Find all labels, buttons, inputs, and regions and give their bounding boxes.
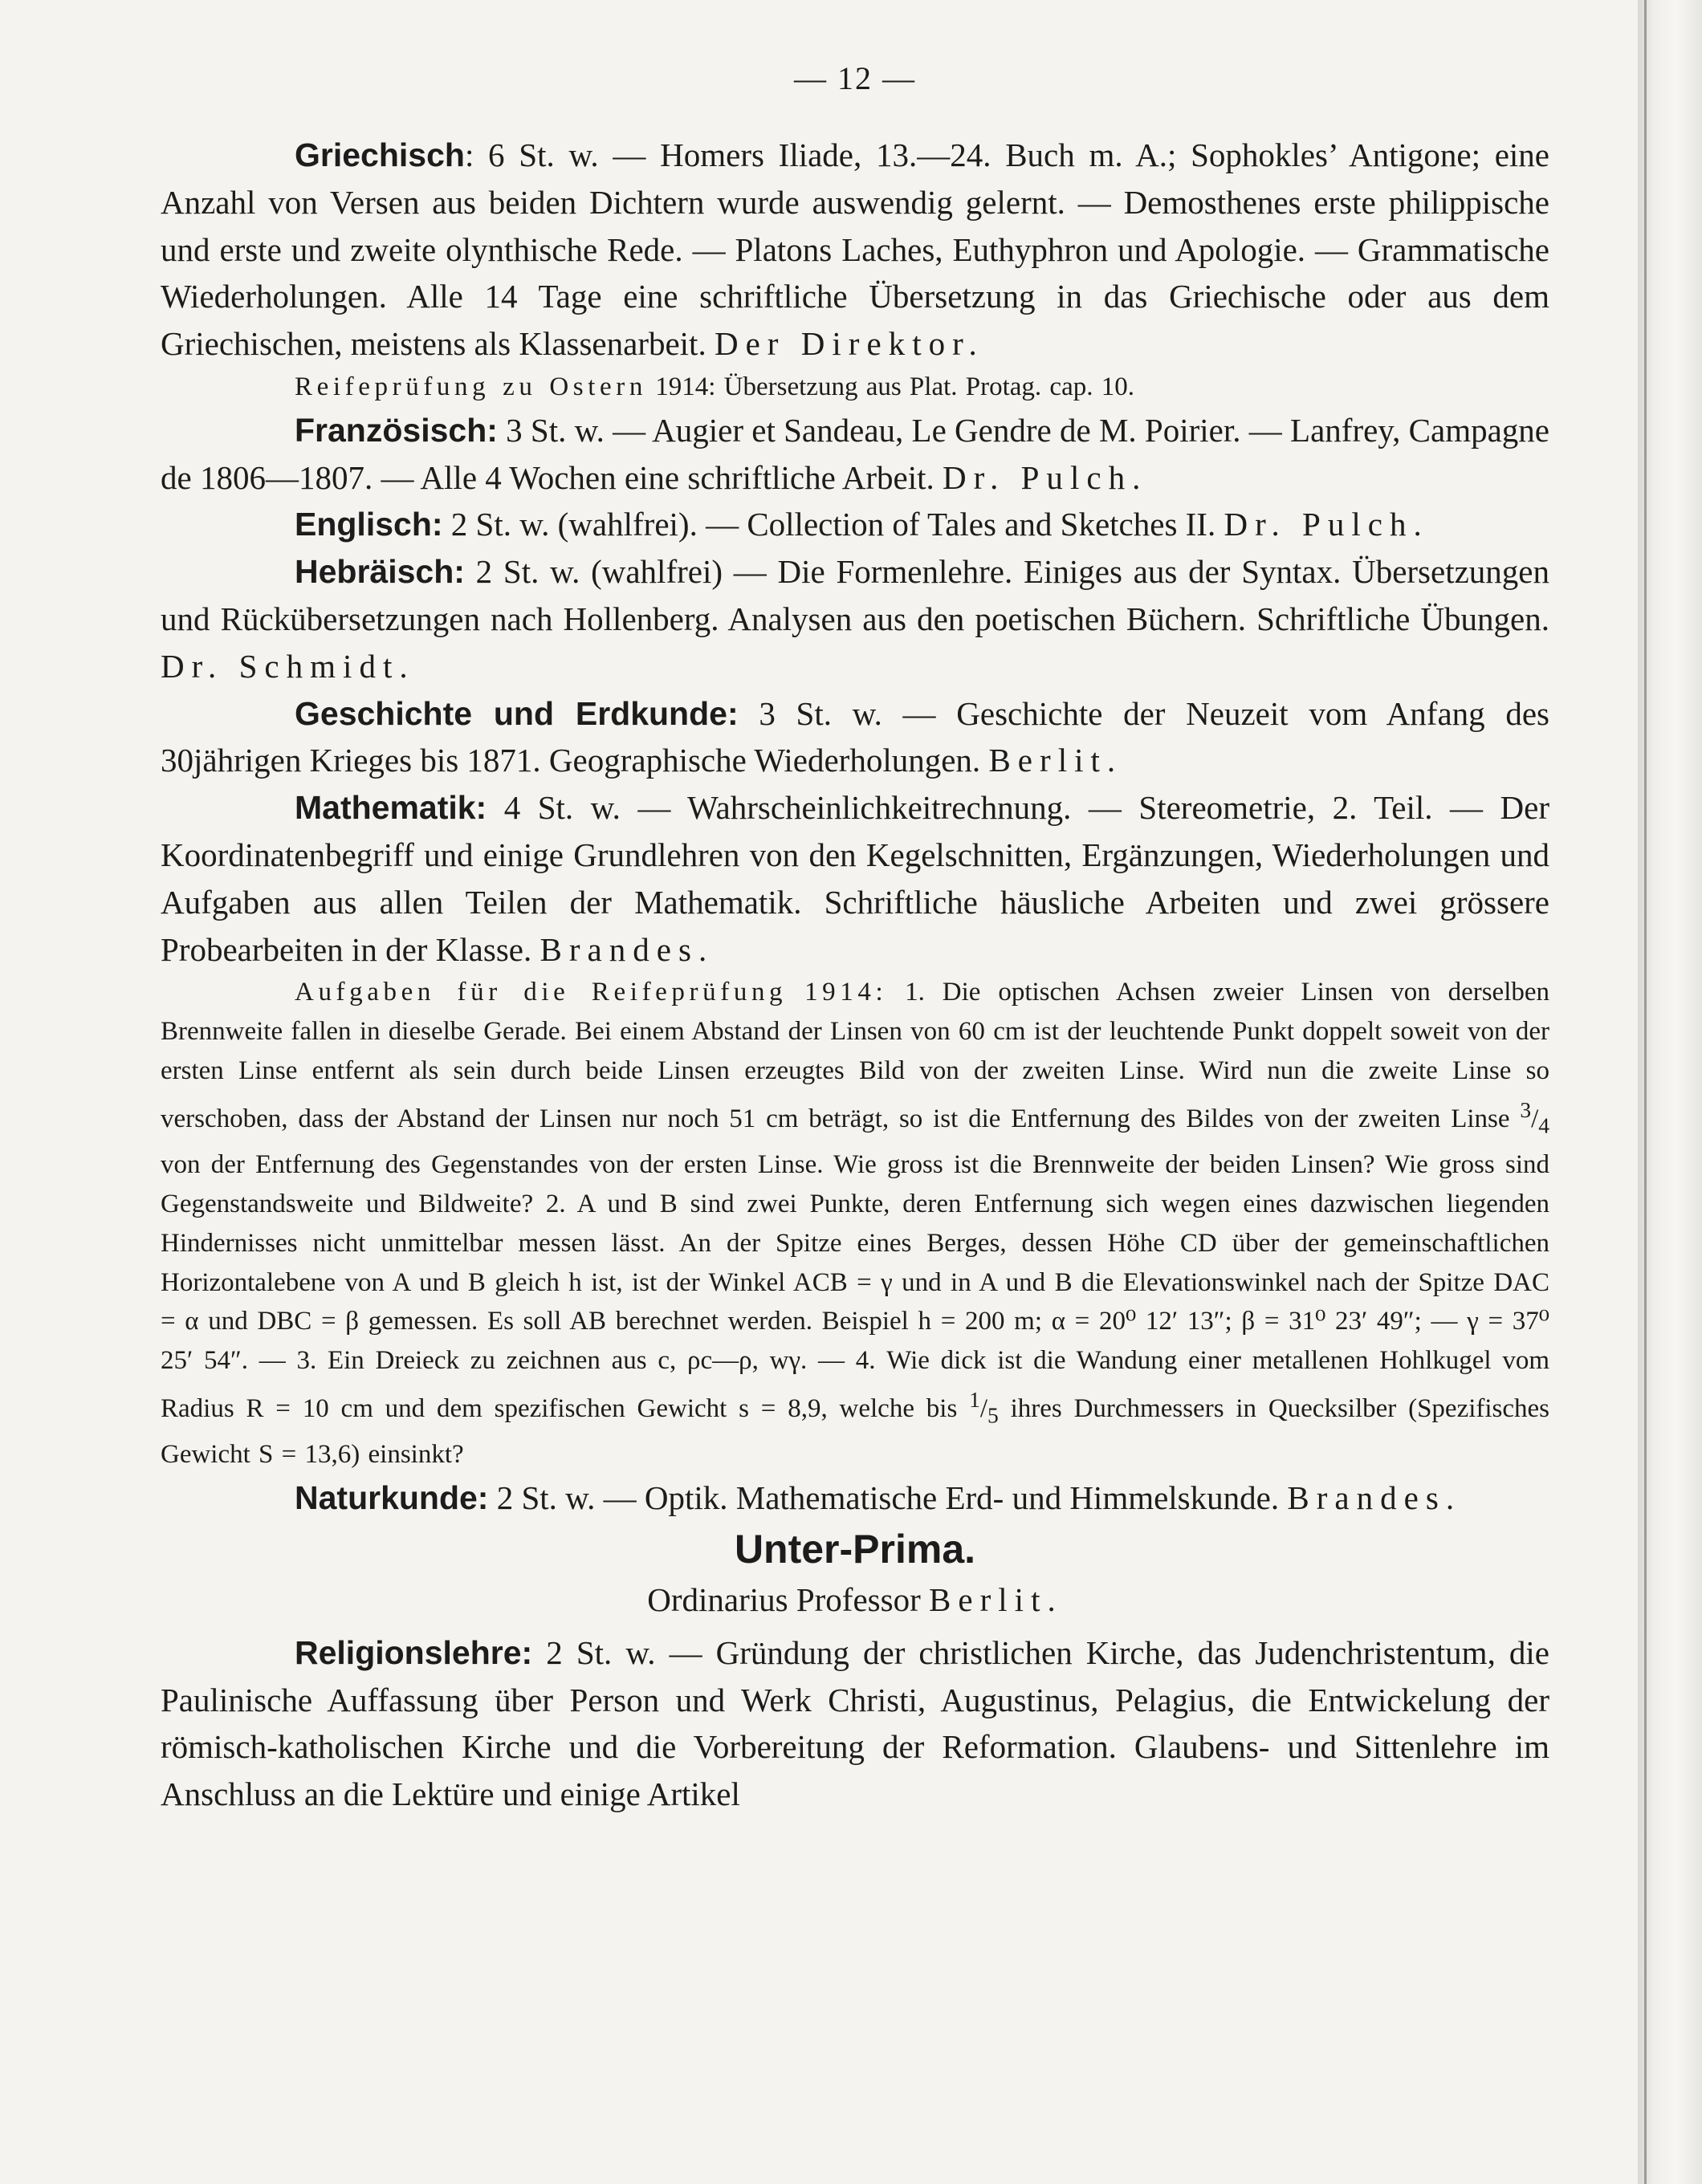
reifepruefung-note — [161, 368, 1549, 407]
paragraph-geschichte — [161, 690, 1549, 785]
griechisch-text: : 6 St. w. — Homers Iliade, 13.—24. Buch m. A.; Sophokles’ Antigone; eine Anzahl von Versen aus beiden Dichtern wurde auswendig gelernt. — Demosthenes erste philippische und erste und zweite olynthische Rede. — Platons Laches, Euthyphron und Apologie. — Grammatische Wiederholungen. Alle 14 Tage eine schriftliche Übersetzung in das Griechische oder aus dem Griechischen, meistens als Klassenarbeit. — [161, 136, 1549, 363]
page-number: — 12 — — [794, 60, 916, 96]
paragraph-griechisch — [161, 132, 1549, 368]
aufgaben-reifepruefung — [161, 973, 1549, 1474]
ordinarius-name: Berlit. — [928, 1580, 1063, 1618]
teacher-name: Der Direktor. — [714, 325, 984, 363]
subject-heading-mathematik: Mathematik: — [295, 789, 487, 827]
naturkunde-text: 2 St. w. — Optik. Mathematische Erd- und Himmelskunde. — [488, 1479, 1280, 1517]
subject-heading-englisch: Englisch: — [295, 506, 443, 543]
section-title-unter-prima: Unter-Prima. — [734, 1526, 976, 1572]
subject-heading-religionslehre: Religionslehre: — [295, 1633, 533, 1671]
aufgaben-text-part3: ihres Durchmessers in Quecksilber (Spezifisches Gewicht S = 13,6) einsinkt? — [161, 1393, 1550, 1470]
fraction-three-quarters: $^3/_4$ — [1520, 1096, 1550, 1138]
englisch-text: 2 St. w. (wahlfrei). — Collection of Tales and Sketches II. — [442, 506, 1216, 543]
teacher-name: Dr. Pulch. — [1224, 506, 1429, 543]
subject-heading-hebraeisch: Hebräisch: — [295, 553, 465, 591]
fraction-one-fifth: $^1/_5$ — [969, 1386, 999, 1428]
paragraph-mathematik — [161, 784, 1549, 973]
page-body — [161, 56, 1549, 1818]
subject-heading-franzoesisch: Französisch: — [295, 411, 498, 449]
paragraph-hebraeisch — [161, 548, 1549, 689]
mathematik-text: 4 St. w. — Wahrscheinlichkeitrechnung. — Stereometrie, 2. Teil. — Der Koordinatenbegriff und einige Grundlehren von den Kegelschnitten, Ergänzungen, Wiederholungen und Aufgaben aus allen Teilen der Mathematik. Schriftliche häusliche Arbeiten und zwei grössere Probearbeiten in der Klasse. — [161, 789, 1549, 968]
teacher-name: Dr. Pulch. — [943, 458, 1148, 496]
teacher-name: Berlit. — [988, 742, 1123, 779]
reifepruefung-label: Reifeprüfung zu Ostern — [295, 372, 647, 401]
subject-heading-griechisch: Griechisch — [295, 136, 465, 173]
aufgaben-year: 1914: — [804, 978, 888, 1007]
subject-heading-naturkunde: Naturkunde: — [295, 1479, 489, 1517]
aufgaben-text-part2: von der Entfernung des Gegenstandes von der ersten Linse. Wie gross ist die Brennweite der beiden Linsen? Wie gross sind Gegenstandsweite und Bildweite? 2. A und B sind zwei Punkte, deren Entfernung sich wegen eines dazwischen liegenden Hindernisses nicht unmittelbar messen lässt. An der Spitze eines Berges, dessen Höhe CD über der gemeinschaftlichen Horizontalebene von A und B gleich h ist, ist der Winkel ACB = γ und in A und B die Elevationswinkel nach der Spitze DAC = α und DBC = β gemessen. Es soll AB berechnet werden. Beispiel h = 200 m; α = 20⁰ 12′ 13″; β = 31⁰ 23′ 49″; — γ = 37⁰ 25′ 54″. — 3. Ein Dreieck zu zeichnen aus c, ρc—ρ, wγ. — 4. Wie dick ist die Wandung einer metallenen Hohlkugel vom Radius R = 10 cm und dem spezifischen Gewicht s = 8,9, welche bis — [161, 1150, 1549, 1423]
franzoesisch-text: 3 St. w. — Augier et Sandeau, Le Gendre de M. Poirier. — Lanfrey, Campagne de 1806—1807. — Alle 4 Wochen eine schriftliche Arbeit. — [161, 411, 1549, 496]
geschichte-text: 3 St. w. — Geschichte der Neuzeit vom Anfang des 30jährigen Krieges bis 1871. Geographische Wiederholungen. — [161, 694, 1549, 779]
religionslehre-text: 2 St. w. — Gründung der christlichen Kirche, das Judenchristentum, die Paulinische Auffassung über Person und Werk Christi, Augustinus, Pelagius, die Entwickelung der römisch-katholischen Kirche und die Vorbereitung der Reformation. Glaubens- und Sittenlehre im Anschluss an die Lektüre und einige Artikel — [161, 1633, 1549, 1813]
paragraph-religionslehre — [161, 1629, 1549, 1818]
page-edge — [1638, 0, 1702, 2184]
ordinarius-line — [161, 1573, 1549, 1626]
teacher-name: Dr. Schmidt. — [161, 647, 415, 685]
teacher-name: Brandes. — [1287, 1479, 1462, 1517]
paragraph-englisch — [161, 501, 1549, 548]
reifepruefung-text: 1914: Übersetzung aus Plat. Protag. cap. 10. — [655, 372, 1134, 401]
paragraph-naturkunde — [161, 1474, 1549, 1522]
aufgaben-label: Aufgaben für die Reifeprüfung — [295, 978, 788, 1007]
hebraeisch-text: 2 St. w. (wahlfrei) — Die Formenlehre. Einiges aus der Syntax. Übersetzungen und Rückübersetzungen nach Hollenberg. Analysen aus den poetischen Büchern. Schriftliche Übungen. — [161, 553, 1549, 637]
teacher-name: Brandes. — [540, 930, 715, 968]
paragraph-franzoesisch — [161, 407, 1549, 502]
page-edge-line — [1644, 0, 1647, 2184]
ordinarius-label: Ordinarius Professor — [647, 1580, 921, 1618]
aufgaben-text-part1: 1. Die optischen Achsen zweier Linsen von derselben Brennweite fallen in dieselbe Gerade. Bei einem Abstand der Linsen von 60 cm ist der leuchtende Punkt doppelt soweit von der ersten Linse entfernt als sein durch beide Linsen erzeugtes Bild von der zweiten Linse. Wird nun die zweite Linse so verschoben, dass der Abstand der Linsen nur noch 51 cm beträgt, so ist die Entfernung des Bildes von der zweiten Linse — [161, 978, 1550, 1133]
subject-heading-geschichte: Geschichte und Erdkunde: — [295, 694, 739, 732]
